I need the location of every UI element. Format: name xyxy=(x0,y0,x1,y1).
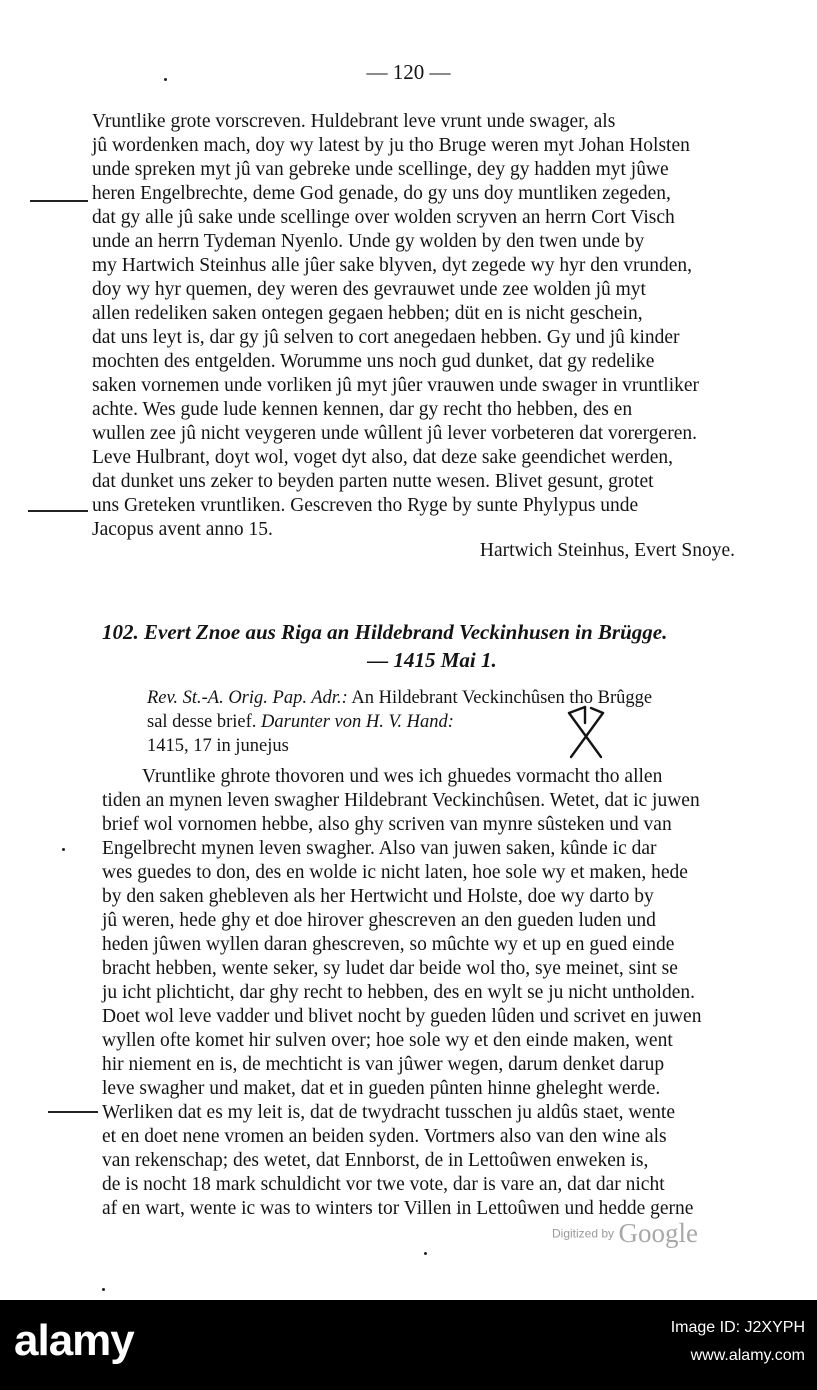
letter-2-line: Doet wol leve vadder und blivet nocht by gueden lûden und scrivet en juwen xyxy=(102,1006,702,1027)
merchant-mark-icon xyxy=(563,705,609,761)
letter-2-line: by den saken ghebleven als her Hertwicht und Holste, doe wy darto by xyxy=(102,886,654,907)
letter-2-line: ju icht plichticht, dar ghy recht to hebben, des en wylt se ju nicht untholden. xyxy=(102,982,695,1003)
stock-footer-bar xyxy=(0,1300,817,1390)
letter-1-line: jû wordenken mach, doy wy latest by ju tho Bruge weren myt Johan Holsten xyxy=(92,135,690,156)
alamy-logo: alamy xyxy=(14,1316,134,1365)
letter-1-line: achte. Wes gude lude kennen kennen, dar gy recht tho hebben, des en xyxy=(92,399,633,420)
letter-2-line: tiden an mynen leven swagher Hildebrant Veckinchûsen. Wetet, dat ic juwen xyxy=(102,790,700,811)
letter-2-line: leve swagher und maket, dat et in gueden pûnten hinne gheleght werde. xyxy=(102,1078,661,1099)
letter-2-line: wyllen ofte komet hir sulven over; hoe sole wy et den einde maken, went xyxy=(102,1030,673,1051)
google-wordmark: Google xyxy=(618,1218,698,1248)
source-note-line-2 xyxy=(147,710,454,734)
letter-1-line: uns Greteken vruntliken. Gescreven tho Ryge by sunte Phylypus unde xyxy=(92,495,639,516)
letter-2-line: Vruntlike ghrote thovoren und wes ich ghuedes vormacht tho allen xyxy=(142,766,663,787)
source-note-line-3: 1415, 17 in junejus xyxy=(147,736,289,756)
document-heading: 102. Evert Znoe aus Riga an Hildebrand Veckinhusen in Brügge. xyxy=(102,620,668,644)
margin-dot xyxy=(102,1288,105,1291)
letter-2-line: heden jûwen wyllen daran ghescreven, so mûchte wy et up en gued einde xyxy=(102,934,675,955)
margin-mark xyxy=(28,510,88,512)
address-text: An Hildebrant Veckinchûsen tho Brûgge xyxy=(351,688,653,708)
letter-2-line: af en wart, wente ic was to winters tor Villen in Lettoûwen und hedde gerne xyxy=(102,1198,694,1219)
page-number: — 120 — xyxy=(366,60,451,84)
letter-2-line: jû weren, hede ghy et doe hirover ghescreven an den gueden luden und xyxy=(102,910,656,931)
margin-dot xyxy=(62,848,65,851)
letter-1-line: Jacopus avent anno 15. xyxy=(92,519,273,540)
letter-2-line: bracht hebben, wente seker, sy ludet dar beide wol tho, sye meinet, sint se xyxy=(102,958,678,979)
document-date: — 1415 Mai 1. xyxy=(367,648,497,672)
letter-1-signature: Hartwich Steinhus, Evert Snoye. xyxy=(479,540,735,561)
margin-dot xyxy=(424,1252,427,1255)
letter-2-line: Werliken dat es my leit is, dat de twydracht tusschen ju aldûs staet, wente xyxy=(102,1102,675,1123)
letter-1-line: Leve Hulbrant, doyt wol, voget dyt also, dat deze sake geendichet werden, xyxy=(92,447,674,468)
letter-1-line: my Hartwich Steinhus alle jûer sake blyven, dyt zegede wy hyr den vrunden, xyxy=(92,255,692,276)
letter-1-line: saken vornemen unde vorliken jû myt jûer vrauwen unde swager in vruntliker xyxy=(92,375,700,396)
source-label: Rev. St.-A. Orig. Pap. Adr.: xyxy=(147,688,348,708)
letter-1-line: mochten des entgelden. Worumme uns noch gud dunket, dat gy redelike xyxy=(92,351,655,372)
letter-2-line: et en doet nene vromen an beiden syden. Vortmers also van den wine als xyxy=(102,1126,667,1147)
address-text-2: sal desse brief. xyxy=(147,712,257,732)
site-url: www.alamy.com xyxy=(690,1347,805,1364)
margin-mark xyxy=(48,1111,98,1113)
letter-1-line: doy wy hyr quemen, dey weren des gevrauwet unde zee wolden jû myt xyxy=(92,279,646,300)
letter-2-line: van rekenschap; des wetet, dat Ennborst, de in Lettoûwen enweken is, xyxy=(102,1150,649,1171)
letter-1-line: unde an herrn Tydeman Nyenlo. Unde gy wolden by den twen unde by xyxy=(92,231,645,252)
letter-1-line: dat gy alle jû sake unde scellinge over wolden scryven an herrn Cort Visch xyxy=(92,207,675,228)
letter-2-line: wes guedes to don, des en wolde ic nicht laten, hoe sole wy et maken, hede xyxy=(102,862,688,883)
hand-note-label: Darunter von H. V. Hand: xyxy=(261,712,454,732)
letter-1-line: heren Engelbrechte, deme God genade, do gy uns doy muntliken zegeden, xyxy=(92,183,671,204)
letter-1-line: allen redeliken saken ontegen gegaen hebben; düt en is nicht geschein, xyxy=(92,303,643,324)
digitized-prefix: Digitized by xyxy=(552,1226,615,1241)
margin-mark xyxy=(30,200,88,202)
letter-1-line: Vruntlike grote vorscreven. Huldebrant leve vrunt unde swager, als xyxy=(92,111,616,132)
image-id-block xyxy=(671,1314,805,1370)
letter-1-line: dat uns leyt is, dar gy jû selven to cort anegedaen hebben. Gy und jû kinder xyxy=(92,327,680,348)
letter-1-line: dat dunket uns zeker to beyden parten nutte wesen. Blivet gesunt, grotet xyxy=(92,471,654,492)
margin-dot xyxy=(164,78,167,81)
letter-2-line: Engelbrecht mynen leven swagher. Also van juwen saken, kûnde ic dar xyxy=(102,838,657,859)
letter-1-line: wullen zee jû nicht veygeren unde wûllent jû lever vorbeteren dat vorergeren. xyxy=(92,423,697,444)
letter-2-line: brief wol vornomen hebbe, also ghy scriven van mynre sûsteken und van xyxy=(102,814,672,835)
letter-2-line: hir niement en is, de mechticht is van jûwer wegen, darum denket darup xyxy=(102,1054,665,1075)
digitized-by-google-watermark xyxy=(552,1218,698,1249)
letter-1-line: unde spreken myt jû van gebreke unde scellinge, dey gy hadden myt jûwe xyxy=(92,159,669,180)
letter-2-line: de is nocht 18 mark schuldicht vor twe vote, dar is vare an, dat dar nicht xyxy=(102,1174,665,1195)
image-id: Image ID: J2XYPH xyxy=(670,1319,805,1336)
